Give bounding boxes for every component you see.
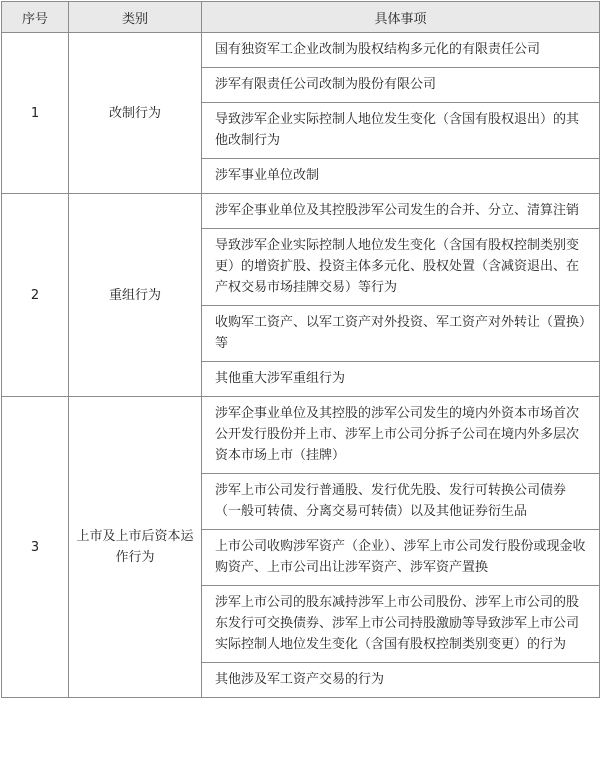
row-category: 改制行为 (69, 33, 202, 194)
table-row (2, 194, 600, 229)
row-index: 1 (2, 33, 69, 194)
table-row (2, 397, 600, 474)
item-cell: 涉军上市公司发行普通股、发行优先股、发行可转换公司债券（一般可转债、分离交易可转债）以及其他证券衍生品 (202, 474, 600, 530)
row-index: 2 (2, 194, 69, 397)
row-index: 3 (2, 397, 69, 698)
item-cell: 上市公司收购涉军资产（企业）、涉军上市公司发行股份或现金收购资产、上市公司出让涉军资产、涉军资产置换 (202, 530, 600, 586)
item-cell: 涉军上市公司的股东减持涉军上市公司股份、涉军上市公司的股东发行可交换债券、涉军上市公司持股激励等导致涉军上市公司实际控制人地位发生变化（含国有股权控制类别变更）的行为 (202, 586, 600, 663)
table-header-row (2, 2, 600, 33)
header-category: 类别 (69, 2, 202, 33)
table-row (2, 33, 600, 68)
header-items: 具体事项 (202, 2, 600, 33)
item-cell: 国有独资军工企业改制为股权结构多元化的有限责任公司 (202, 33, 600, 68)
row-category: 重组行为 (69, 194, 202, 397)
item-cell: 涉军事业单位改制 (202, 159, 600, 194)
matters-table (1, 1, 600, 698)
item-cell: 涉军企事业单位及其控股涉军公司发生的合并、分立、清算注销 (202, 194, 600, 229)
item-cell: 其他重大涉军重组行为 (202, 362, 600, 397)
row-category: 上市及上市后资本运作行为 (69, 397, 202, 698)
item-cell: 涉军企事业单位及其控股的涉军公司发生的境内外资本市场首次公开发行股份并上市、涉军上市公司分拆子公司在境内外多层次资本市场上市（挂牌） (202, 397, 600, 474)
item-cell: 收购军工资产、以军工资产对外投资、军工资产对外转让（置换）等 (202, 306, 600, 362)
header-index: 序号 (2, 2, 69, 33)
item-cell: 导致涉军企业实际控制人地位发生变化（含国有股权退出）的其他改制行为 (202, 103, 600, 159)
item-cell: 涉军有限责任公司改制为股份有限公司 (202, 68, 600, 103)
item-cell: 导致涉军企业实际控制人地位发生变化（含国有股权控制类别变更）的增资扩股、投资主体多元化、股权处置（含减资退出、在产权交易市场挂牌交易）等行为 (202, 229, 600, 306)
item-cell: 其他涉及军工资产交易的行为 (202, 663, 600, 698)
